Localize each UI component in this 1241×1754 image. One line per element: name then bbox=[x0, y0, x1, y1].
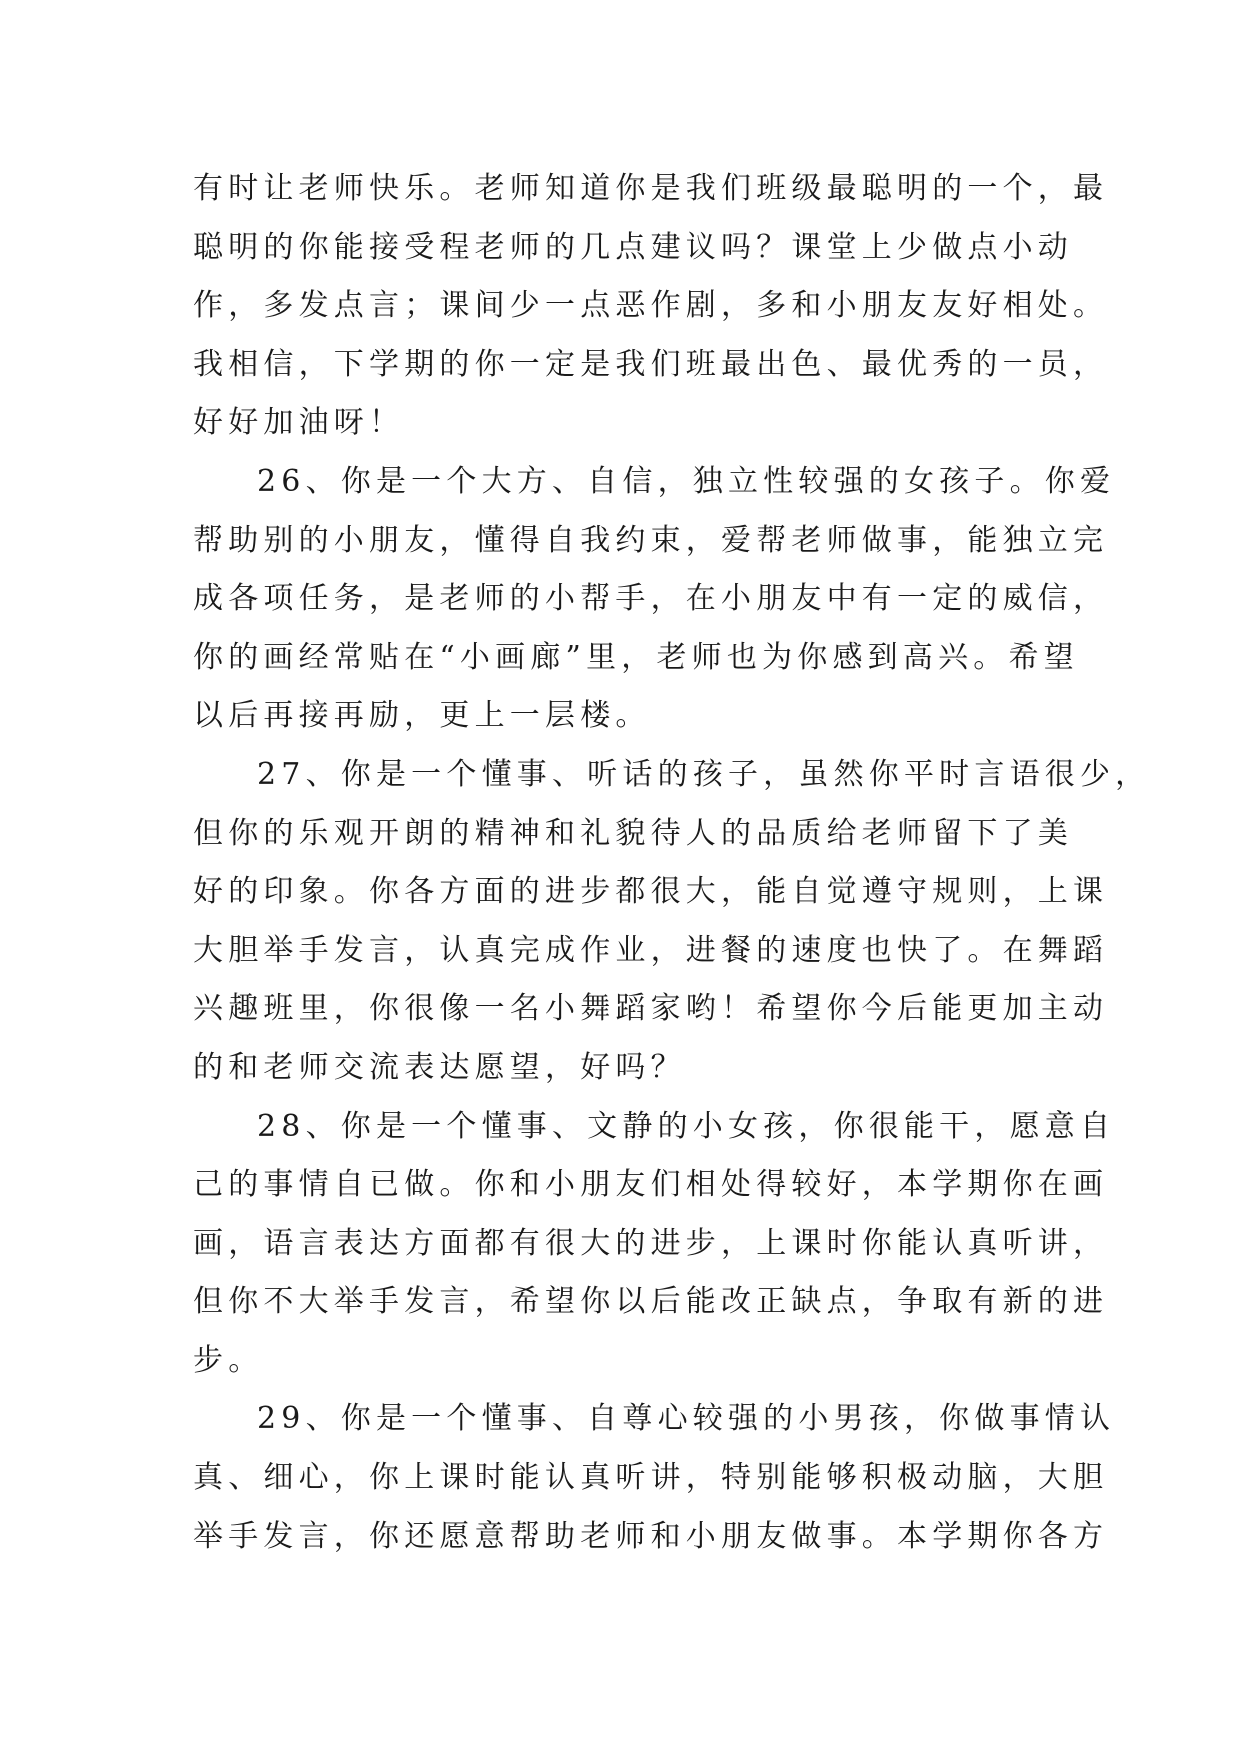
text-line: 己的事情自已做。你和小朋友们相处得较好，本学期你在画 bbox=[193, 1167, 1109, 1203]
text-line: 27、你是一个懂事、听话的孩子，虽然你平时言语很少， bbox=[257, 756, 1151, 792]
text-line: 举手发言，你还愿意帮助老师和小朋友做事。本学期你各方 bbox=[193, 1518, 1109, 1554]
text-line: 好好加油呀！ bbox=[193, 405, 405, 441]
text-line: 成各项任务，是老师的小帮手，在小朋友中有一定的威信， bbox=[193, 581, 1109, 617]
text-line: 以后再接再励，更上一层楼。 bbox=[193, 698, 651, 734]
text-line: 聪明的你能接受程老师的几点建议吗？课堂上少做点小动 bbox=[193, 229, 1073, 265]
text-line: 我相信，下学期的你一定是我们班最出色、最优秀的一员， bbox=[193, 346, 1109, 382]
text-line: 但你不大举手发言，希望你以后能改正缺点，争取有新的进 bbox=[193, 1284, 1109, 1320]
text-line: 步。 bbox=[193, 1342, 264, 1378]
text-line: 画，语言表达方面都有很大的进步，上课时你能认真听讲， bbox=[193, 1225, 1109, 1261]
text-line: 有时让老师快乐。老师知道你是我们班级最聪明的一个，最 bbox=[193, 171, 1109, 206]
document-body bbox=[193, 160, 1151, 1566]
text-line: 兴趣班里，你很像一名小舞蹈家哟！希望你今后能更加主动 bbox=[193, 991, 1109, 1027]
paragraph-25-continuation bbox=[193, 160, 1109, 453]
text-line: 真、细心，你上课时能认真听讲，特别能够积极动脑，大胆 bbox=[193, 1460, 1109, 1496]
text-line: 好的印象。你各方面的进步都很大，能自觉遵守规则，上课 bbox=[193, 874, 1109, 910]
text-line: 作，多发点言；课间少一点恶作剧，多和小朋友友好相处。 bbox=[193, 288, 1109, 324]
paragraph-28 bbox=[193, 1098, 1116, 1391]
text-line: 帮助别的小朋友，懂得自我约束，爱帮老师做事，能独立完 bbox=[193, 522, 1109, 558]
text-line: 26、你是一个大方、自信，独立性较强的女孩子。你爱 bbox=[257, 463, 1116, 499]
text-line: 你的画经常贴在“小画廊”里，老师也为你感到高兴。希望 bbox=[193, 639, 1079, 675]
paragraph-26 bbox=[193, 453, 1116, 746]
text-line: 但你的乐观开朗的精神和礼貌待人的品质给老师留下了美 bbox=[193, 815, 1073, 851]
text-line: 大胆举手发言，认真完成作业，进餐的速度也快了。在舞蹈 bbox=[193, 932, 1109, 968]
text-line: 29、你是一个懂事、自尊心较强的小男孩，你做事情认 bbox=[257, 1401, 1116, 1437]
paragraph-27 bbox=[193, 746, 1151, 1098]
text-line: 28、你是一个懂事、文静的小女孩，你很能干，愿意自 bbox=[257, 1108, 1116, 1144]
paragraph-29 bbox=[193, 1390, 1116, 1566]
text-line: 的和老师交流表达愿望，好吗？ bbox=[193, 1049, 686, 1085]
